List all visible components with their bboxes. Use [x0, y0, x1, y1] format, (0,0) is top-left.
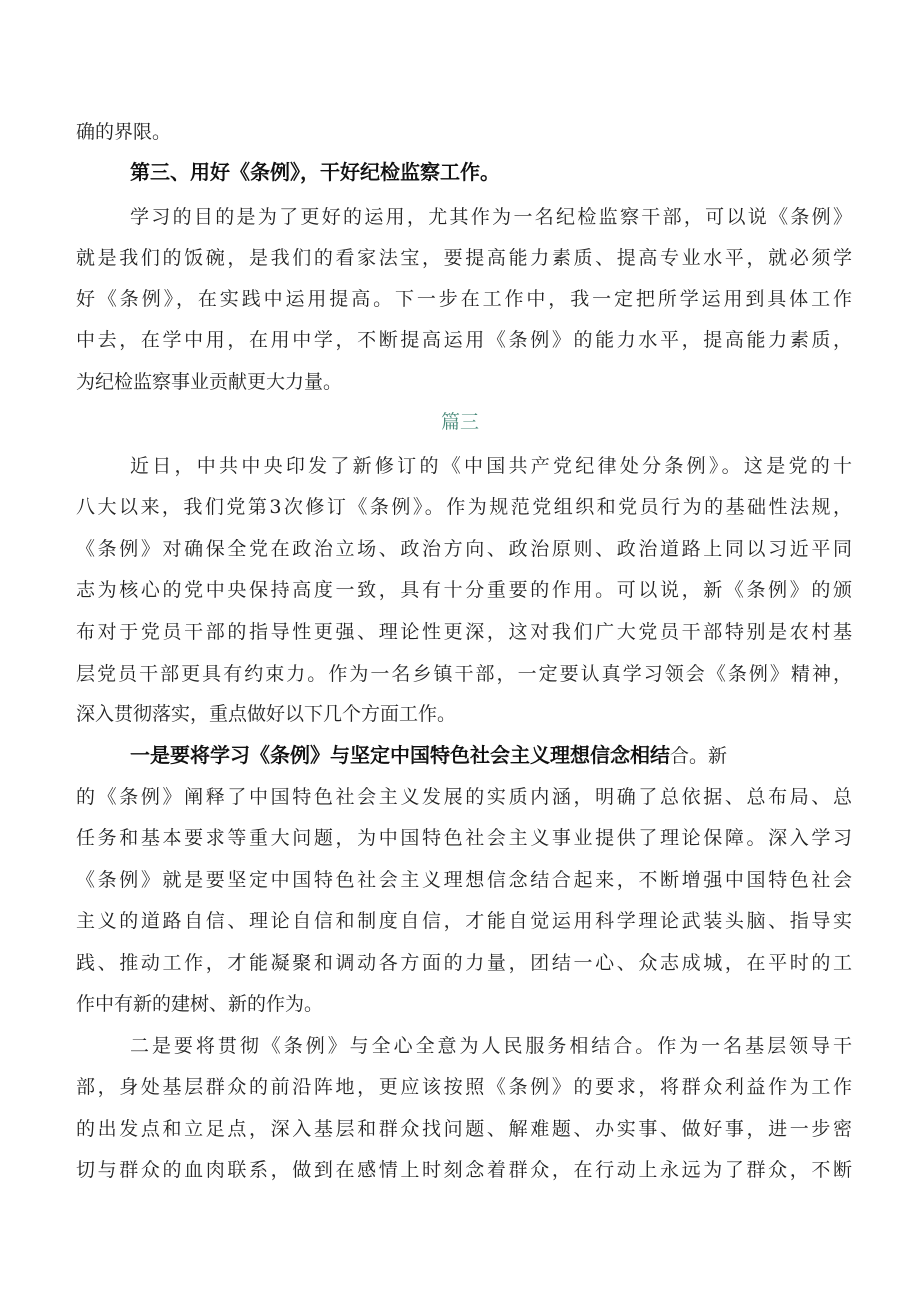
- text-line: 任务和基本要求等重大问题，为中国特色社会主义事业提供了理论保障。深入学习: [76, 827, 852, 849]
- section-heading: 第三、用好《条例》，干好纪检监察工作。: [130, 160, 500, 184]
- text-line: 《条例》对确保全党在政治立场、政治方向、政治原则、政治道路上同以习近平同: [76, 538, 852, 560]
- text-line: 作中有新的建树、新的作为。: [76, 993, 324, 1015]
- text-line: 学习的目的是为了更好的运用，尤其作为一名纪检监察干部，可以说《条例》: [130, 206, 852, 228]
- text-line: 布对于党员干部的指导性更强、理论性更深，这对我们广大党员干部特别是农村基: [76, 621, 852, 643]
- text-line: 的《条例》阐释了中国特色社会主义发展的实质内涵，明确了总依据、总布局、总: [76, 786, 852, 808]
- text-line: [130, 743, 852, 768]
- text-line: 志为核心的党中央保持高度一致，具有十分重要的作用。可以说，新《条例》的颁: [76, 579, 852, 601]
- section-title: 篇三: [440, 411, 479, 433]
- text-line: 近日，中共中央印发了新修订的《中国共产党纪律处分条例》。这是党的十: [130, 455, 852, 477]
- text-line: 二是要将贯彻《条例》与全心全意为人民服务相结合。作为一名基层领导干: [130, 1035, 852, 1057]
- text-line: 践、推动工作，才能凝聚和调动各方面的力量，团结一心、众志成城，在平时的工: [76, 952, 852, 974]
- lead-continuation: 合。新: [670, 745, 728, 767]
- text-line: 中去，在学中用，在用中学，不断提高运用《条例》的能力水平，提高能力素质，: [76, 329, 852, 351]
- text-line: 八大以来，我们党第3次修订《条例》。作为规范党组织和党员行为的基础性法规，: [76, 496, 852, 518]
- text-line: 主义的道路自信、理论自信和制度自信，才能自觉运用科学理论武装头脑、指导实: [76, 910, 852, 932]
- text-line: 确的界限。: [76, 121, 172, 143]
- text-line: 《条例》就是要坚定中国特色社会主义理想信念结合起来，不断增强中国特色社会: [76, 869, 852, 891]
- text-line: 的出发点和立足点，深入基层和群众找问题、解难题、办实事、做好事，进一步密: [76, 1118, 852, 1140]
- text-line: 层党员干部更具有约束力。作为一名乡镇干部，一定要认真学习领会《条例》精神，: [76, 663, 852, 685]
- text-line: 好《条例》，在实践中运用提高。下一步在工作中，我一定把所学运用到具体工作: [76, 288, 852, 310]
- text-line: 部，身处基层群众的前沿阵地，更应该按照《条例》的要求，将群众利益作为工作: [76, 1076, 852, 1098]
- text-line: 就是我们的饭碗，是我们的看家法宝，要提高能力素质、提高专业水平，就必须学: [76, 247, 852, 269]
- text-line: 深入贯彻落实，重点做好以下几个方面工作。: [76, 703, 457, 725]
- text-line: 切与群众的血肉联系，做到在感情上时刻念着群众，在行动上永远为了群众，不断: [76, 1159, 852, 1181]
- lead-sentence: 一是要将学习《条例》与坚定中国特色社会主义理想信念相结: [130, 743, 670, 767]
- text-line: 为纪检监察事业贡献更大力量。: [76, 371, 343, 393]
